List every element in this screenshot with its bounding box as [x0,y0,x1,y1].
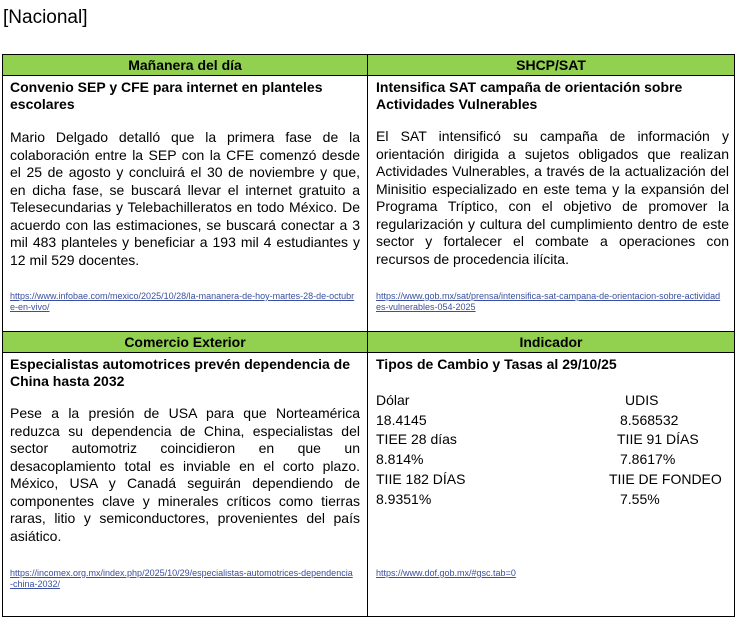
article-title: Convenio SEP y CFE para internet en planteles escolares [10,79,323,112]
indicator-value-tiee-28: 8.814% [376,451,424,467]
indicator-label-tiie-182: TIIE 182 DÍAS [376,471,466,487]
article-link[interactable]: https://www.infobae.com/mexico/2025/10/28/la-mananera-de-hoy-martes-28-de-octubre-en-vivo/ [10,291,355,312]
article-link[interactable]: https://www.gob.mx/sat/prensa/intensifica-sat-campana-de-orientacion-sobre-actividades-vulnerables-054-2025 [376,291,721,312]
article-link[interactable]: https://incomex.org.mx/index.php/2025/10/29/especialistas-automotrices-dependencia-china-2032/ [10,568,353,589]
indicator-title: Tipos de Cambio y Tasas al 29/10/25 [376,356,617,372]
cell-shcp-sat [376,79,729,268]
header-comercio-exterior: Comercio Exterior [2,331,368,353]
indicator-label-tiie-91: TIIE 91 DÍAS [617,431,699,447]
indicator-label-tiee-28: TIEE 28 días [376,431,457,447]
article-title: Intensifica SAT campaña de orientación sobre Actividades Vulnerables [376,79,683,112]
indicator-value-dolar: 18.4145 [376,412,427,428]
article-body: Mario Delgado detalló que la primera fase de la colaboración entre la SEP con la CFE comenzó desde el 25 de agosto y concluirá el 30 de noviembre y que, en dicha fase, se buscará llevar el internet gratuito a Telesecundarias y Telebachilleratos en todo México. De acuerdo con las estimaciones, se buscará conectar a 3 mil 483 planteles y beneficiar a 193 mil 4 estudiantes y 12 mil 529 docentes. [10,129,360,268]
section-title: [Nacional] [3,7,88,28]
indicator-value-tiie-91: 7.8617% [620,451,676,467]
article-body: Pese a la presión de USA para que Norteamérica reduzca su dependencia de China, especialistas del sector automotriz coincidieron en que un desacoplamiento total es inviable en el corto plazo. México, USA y Canadá seguirán dependiendo de componentes clave y minerales críticos como tierras raras, litio y semiconductores, provenientes del país asiático. [10,405,360,544]
header-indicador: Indicador [367,331,735,353]
article-body: El SAT intensificó su campaña de información y orientación dirigida a sujetos obligados que realizan Actividades Vulnerables, a través de la actualización del Minisitio especializado en este tema y la expansión del Programa Tríptico, con el objetivo de promover la regularización y cultura del cumplimiento dentro de este sector y fortalecer el combate a operaciones con recursos de procedencia ilícita. [376,128,729,267]
article-title: Especialistas automotrices prevén dependencia de China hasta 2032 [10,356,351,389]
cell-indicador [376,356,729,373]
indicator-label-udis: UDIS [625,392,659,408]
indicator-value-tiie-182: 8.9351% [376,491,432,507]
article-link[interactable]: https://www.dof.gob.mx/#gsc.tab=0 [376,568,516,578]
indicator-value-tiie-fondeo: 7.55% [620,491,660,507]
indicator-label-tiie-fondeo: TIIE DE FONDEO [609,471,722,487]
indicator-value-udis: 8.568532 [620,412,679,428]
indicator-label-dolar: Dólar [376,392,410,408]
header-shcp-sat: SHCP/SAT [367,54,735,76]
header-mananera: Mañanera del día [2,54,368,76]
cell-comercio-exterior [10,356,360,545]
cell-mananera [10,79,360,269]
